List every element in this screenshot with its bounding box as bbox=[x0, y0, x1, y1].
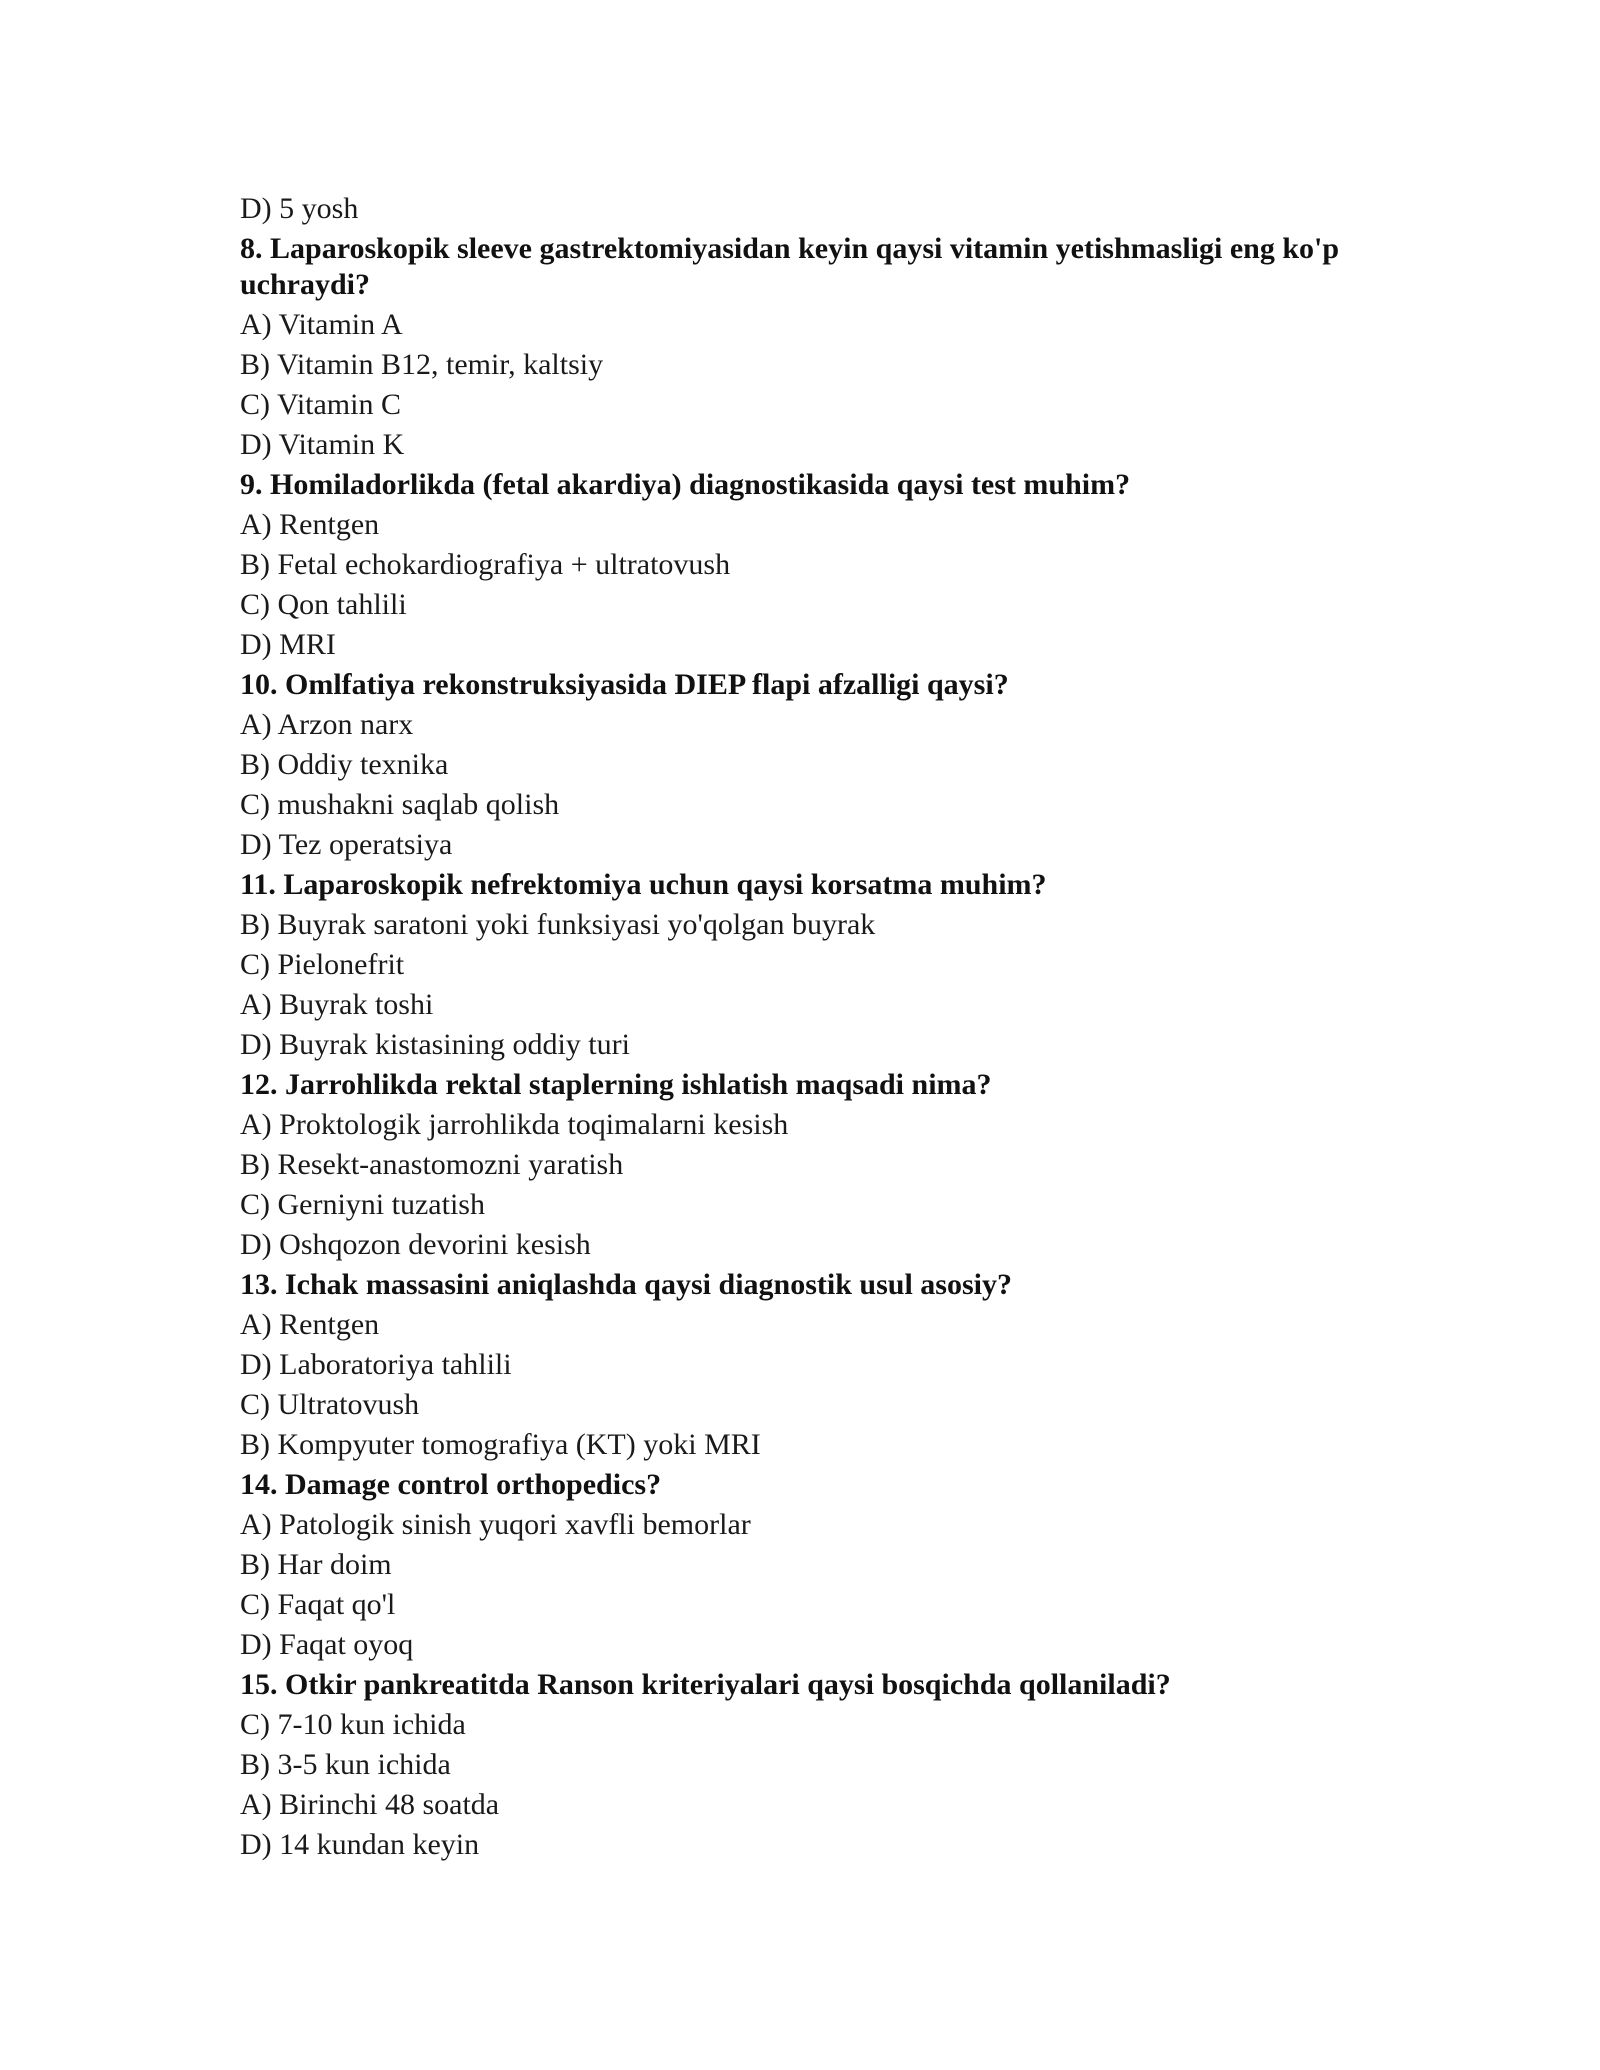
answer-option: D) 14 kundan keyin bbox=[240, 1828, 480, 1861]
question-text-continuation: uchraydi? bbox=[240, 268, 371, 301]
answer-option: B) Har doim bbox=[240, 1548, 392, 1581]
answer-option: B) Fetal echokardiografiya + ultratovush bbox=[240, 548, 731, 581]
answer-option: D) MRI bbox=[240, 628, 336, 661]
question-text: 14. Damage control orthopedics? bbox=[240, 1468, 662, 1501]
question-text: 11. Laparoskopik nefrektomiya uchun qaysi korsatma muhim? bbox=[240, 868, 1047, 901]
answer-option: C) Pielonefrit bbox=[240, 948, 405, 981]
answer-option: A) Rentgen bbox=[240, 1308, 380, 1341]
question-text bbox=[240, 229, 1420, 305]
document-body bbox=[240, 189, 1420, 1865]
answer-option: C) Faqat qo'l bbox=[240, 1588, 396, 1621]
question-text: 12. Jarrohlikda rektal staplerning ishlatish maqsadi nima? bbox=[240, 1068, 992, 1101]
answer-option: B) Vitamin B12, temir, kaltsiy bbox=[240, 348, 604, 381]
answer-option: C) Vitamin C bbox=[240, 388, 401, 421]
answer-option: C) mushakni saqlab qolish bbox=[240, 788, 560, 821]
answer-option: A) Proktologik jarrohlikda toqimalarni kesish bbox=[240, 1108, 789, 1141]
answer-option: B) Resekt-anastomozni yaratish bbox=[240, 1148, 624, 1181]
answer-option: A) Buyrak toshi bbox=[240, 988, 434, 1021]
answer-option: D) Oshqozon devorini kesish bbox=[240, 1228, 591, 1261]
question-text: 9. Homiladorlikda (fetal akardiya) diagnostikasida qaysi test muhim? bbox=[240, 468, 1131, 501]
answer-option: A) Arzon narx bbox=[240, 708, 414, 741]
answer-option: B) Kompyuter tomografiya (KT) yoki MRI bbox=[240, 1428, 761, 1461]
answer-option: C) Qon tahlili bbox=[240, 588, 407, 621]
question-text-line: 8. Laparoskopik sleeve gastrektomiyasidan keyin qaysi vitamin yetishmasligi eng ko'p bbox=[240, 232, 1340, 265]
answer-option: A) Vitamin A bbox=[240, 308, 403, 341]
answer-option: D) Laboratoriya tahlili bbox=[240, 1348, 512, 1381]
answer-option: B) Buyrak saratoni yoki funksiyasi yo'qolgan buyrak bbox=[240, 908, 876, 941]
answer-option: D) Tez operatsiya bbox=[240, 828, 453, 861]
question-text: 10. Omlfatiya rekonstruksiyasida DIEP flapi afzalligi qaysi? bbox=[240, 668, 1009, 701]
answer-option: A) Rentgen bbox=[240, 508, 380, 541]
answer-option: D) 5 yosh bbox=[240, 192, 359, 225]
answer-option: B) 3-5 kun ichida bbox=[240, 1748, 451, 1781]
answer-option: A) Birinchi 48 soatda bbox=[240, 1788, 500, 1821]
answer-option: B) Oddiy texnika bbox=[240, 748, 449, 781]
answer-option: C) 7-10 kun ichida bbox=[240, 1708, 466, 1741]
question-text: 13. Ichak massasini aniqlashda qaysi diagnostik usul asosiy? bbox=[240, 1268, 1012, 1301]
answer-option: D) Vitamin K bbox=[240, 428, 405, 461]
answer-option: D) Buyrak kistasining oddiy turi bbox=[240, 1028, 630, 1061]
question-text: 15. Otkir pankreatitda Ranson kriteriyalari qaysi bosqichda qollaniladi? bbox=[240, 1668, 1171, 1701]
answer-option: D) Faqat oyoq bbox=[240, 1628, 414, 1661]
answer-option: A) Patologik sinish yuqori xavfli bemorlar bbox=[240, 1508, 751, 1541]
answer-option: C) Ultratovush bbox=[240, 1388, 420, 1421]
answer-option: C) Gerniyni tuzatish bbox=[240, 1188, 485, 1221]
